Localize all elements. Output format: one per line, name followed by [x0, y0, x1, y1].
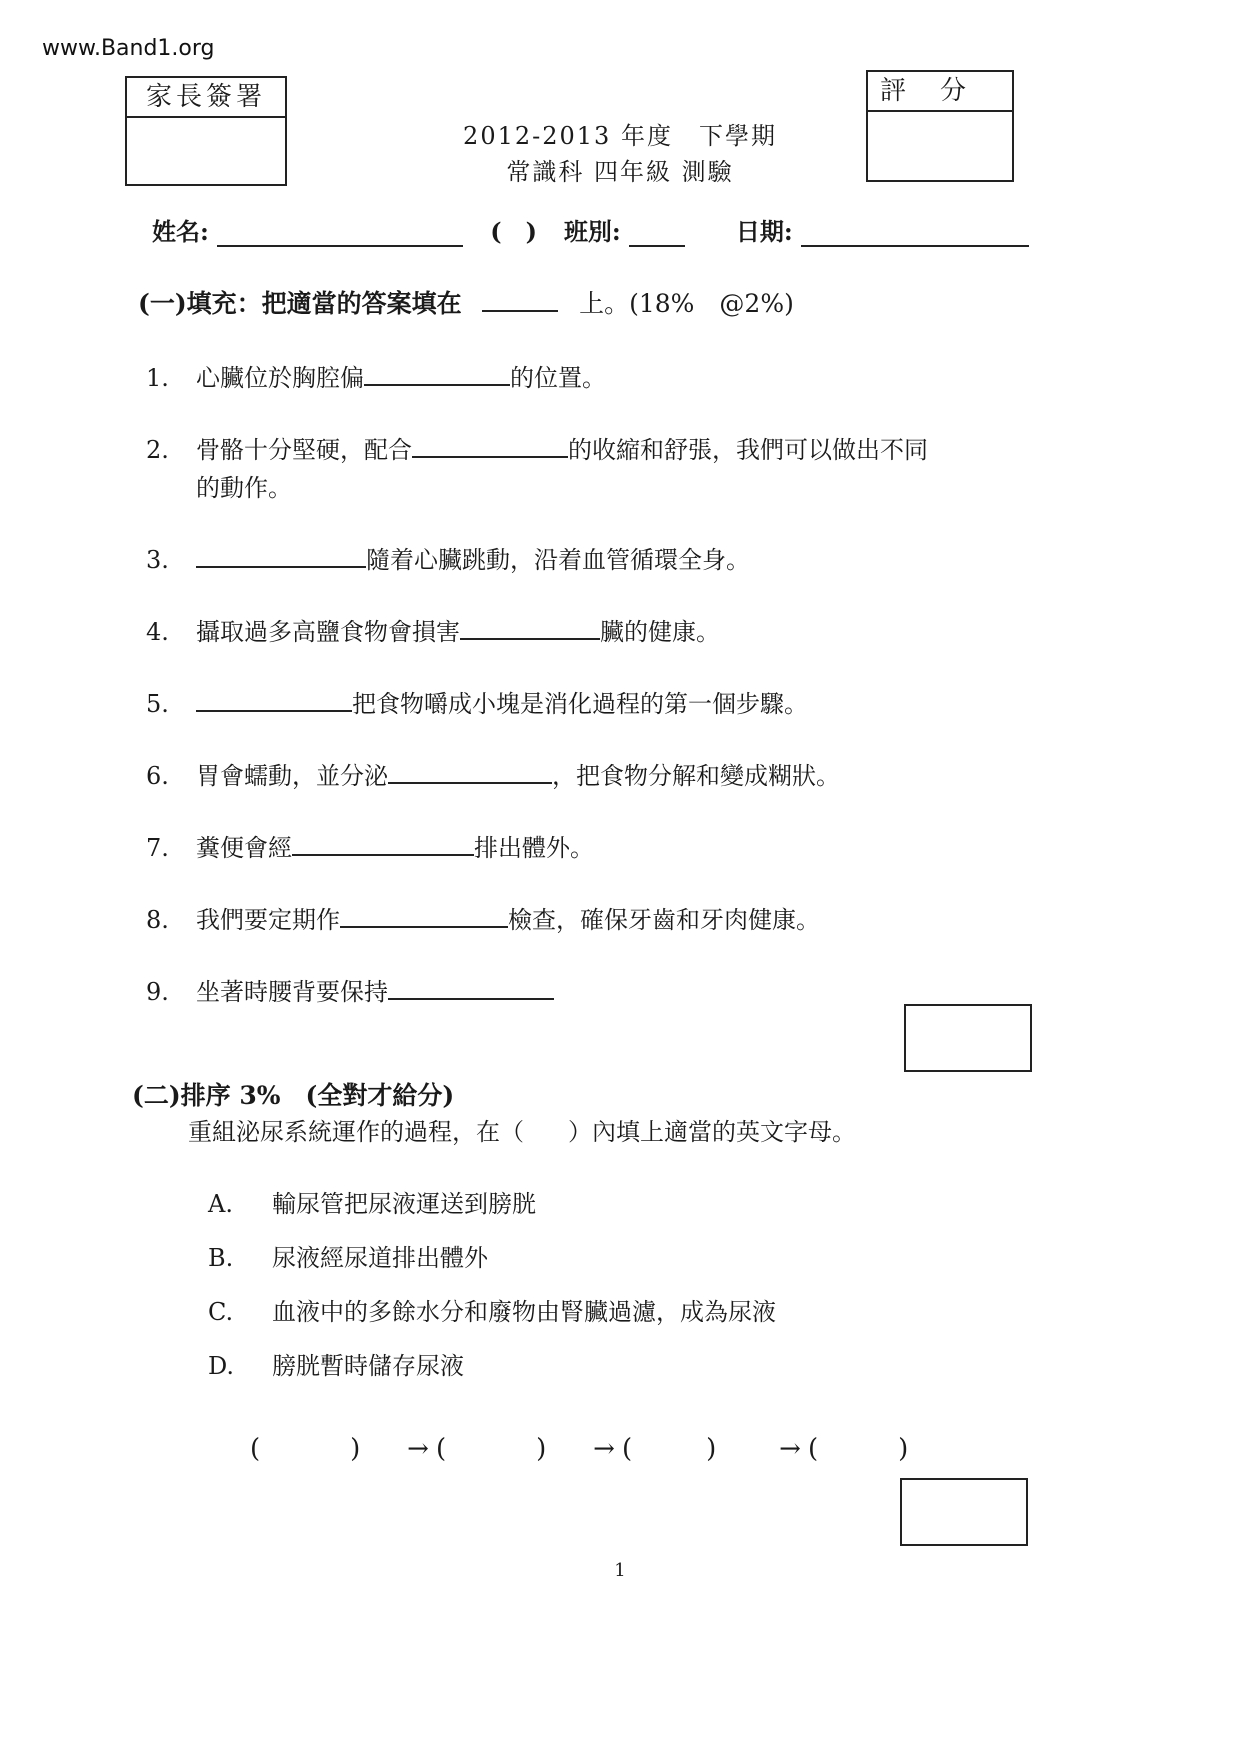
question-text-after: 臟的健康。	[600, 618, 720, 646]
answer-blank[interactable]	[460, 616, 600, 640]
question-number: 4.	[146, 618, 169, 646]
slot-open: (	[622, 1434, 633, 1464]
instruction-before: 重組泌尿系統運作的過程，在（	[188, 1118, 524, 1146]
page-number: 1	[614, 1560, 626, 1581]
slot-open: (	[250, 1434, 261, 1464]
option-letter: C.	[208, 1298, 234, 1326]
student-info-row	[152, 212, 1029, 247]
option-text: 輸尿管把尿液運送到膀胱	[272, 1190, 536, 1218]
question-text-before: 坐著時腰背要保持	[196, 978, 388, 1006]
question-number: 2.	[146, 436, 169, 464]
question-text-after: ，把食物分解和變成糊狀。	[552, 762, 840, 790]
ordering-answer-row	[250, 1434, 958, 1464]
question-number: 6.	[146, 762, 169, 790]
slot-close: )	[350, 1434, 361, 1464]
slot-open: (	[436, 1434, 447, 1464]
question-1	[146, 358, 606, 393]
date-blank[interactable]	[801, 219, 1029, 247]
question-5	[146, 684, 808, 719]
option-letter: A.	[208, 1190, 233, 1218]
question-7	[146, 828, 594, 863]
question-text-before: 我們要定期作	[196, 906, 340, 934]
question-text-after: 的位置。	[510, 364, 606, 392]
slot-open: (	[808, 1434, 819, 1464]
option-text: 血液中的多餘水分和廢物由腎臟過濾，成為尿液	[272, 1298, 776, 1326]
name-blank[interactable]	[217, 219, 463, 247]
option-letter: B.	[208, 1244, 234, 1272]
question-text-line2: 的動作。	[196, 474, 292, 502]
section1-title-prefix: (一)填充：把適當的答案填在	[138, 289, 462, 318]
order-slot-1[interactable]	[250, 1434, 400, 1464]
option-letter: D.	[208, 1352, 235, 1380]
question-text-after: 排出體外。	[474, 834, 594, 862]
section1-title-blank	[482, 288, 558, 312]
order-slot-2[interactable]	[436, 1434, 586, 1464]
question-2	[146, 430, 928, 465]
section1-title-suffix: 上。(18% @2%)	[579, 289, 794, 318]
question-text-before: 糞便會經	[196, 834, 292, 862]
slot-close: )	[898, 1434, 909, 1464]
question-text-before: 攝取過多高鹽食物會損害	[196, 618, 460, 646]
question-4	[146, 612, 720, 647]
question-text-after: 的收縮和舒張，我們可以做出不同	[568, 436, 928, 464]
parent-signature-label: 家長簽署	[127, 78, 285, 118]
class-label: 班別:	[563, 217, 621, 246]
class-blank[interactable]	[629, 219, 685, 247]
instruction-after: ）內填上適當的英文字母。	[568, 1118, 856, 1146]
score-label: 評 分	[868, 72, 1012, 112]
exam-year-term: 2012-2013 年度 下學期	[463, 122, 777, 150]
question-9	[146, 972, 554, 1007]
option-c	[208, 1292, 776, 1327]
answer-blank[interactable]	[388, 760, 552, 784]
arrow-icon: →	[779, 1434, 801, 1464]
option-b	[208, 1238, 488, 1273]
question-2-continued	[196, 468, 292, 503]
answer-blank[interactable]	[340, 904, 508, 928]
answer-blank[interactable]	[196, 544, 366, 568]
answer-blank[interactable]	[196, 688, 352, 712]
option-d	[208, 1346, 464, 1381]
name-label: 姓名:	[152, 217, 209, 246]
class-number-paren: ( )	[490, 217, 537, 246]
arrow-icon: →	[593, 1434, 615, 1464]
site-watermark: www.Band1.org	[42, 36, 215, 61]
question-number: 8.	[146, 906, 169, 934]
section1-title	[138, 284, 794, 320]
question-6	[146, 756, 840, 791]
section2-instruction	[188, 1112, 856, 1147]
question-text-after: 隨着心臟跳動，沿着血管循環全身。	[366, 546, 750, 574]
date-label: 日期:	[735, 217, 793, 246]
option-text: 膀胱暫時儲存尿液	[272, 1352, 464, 1380]
answer-blank[interactable]	[364, 362, 510, 386]
arrow-icon: →	[407, 1434, 429, 1464]
question-number: 7.	[146, 834, 169, 862]
order-slot-3[interactable]	[622, 1434, 772, 1464]
question-number: 1.	[146, 364, 169, 392]
section1-score-box[interactable]	[904, 1004, 1032, 1072]
option-a	[208, 1184, 536, 1219]
slot-close: )	[536, 1434, 547, 1464]
question-text-before: 心臟位於胸腔偏	[196, 364, 364, 392]
exam-subject: 常識科 四年級 測驗	[506, 158, 734, 186]
option-text: 尿液經尿道排出體外	[272, 1244, 488, 1272]
question-text-before: 胃會蠕動，並分泌	[196, 762, 388, 790]
slot-close: )	[706, 1434, 717, 1464]
question-3	[146, 540, 750, 575]
section2-title: (二)排序 3% (全對才給分)	[132, 1081, 455, 1110]
question-number: 9.	[146, 978, 169, 1006]
section2-score-box[interactable]	[900, 1478, 1028, 1546]
question-text-before: 骨骼十分堅硬，配合	[196, 436, 412, 464]
question-text-after: 把食物嚼成小塊是消化過程的第一個步驟。	[352, 690, 808, 718]
question-number: 3.	[146, 546, 169, 574]
answer-blank[interactable]	[388, 976, 554, 1000]
question-8	[146, 900, 820, 935]
answer-blank[interactable]	[412, 434, 568, 458]
question-number: 5.	[146, 690, 169, 718]
answer-blank[interactable]	[292, 832, 474, 856]
question-text-after: 檢查，確保牙齒和牙肉健康。	[508, 906, 820, 934]
order-slot-4[interactable]	[808, 1434, 958, 1464]
